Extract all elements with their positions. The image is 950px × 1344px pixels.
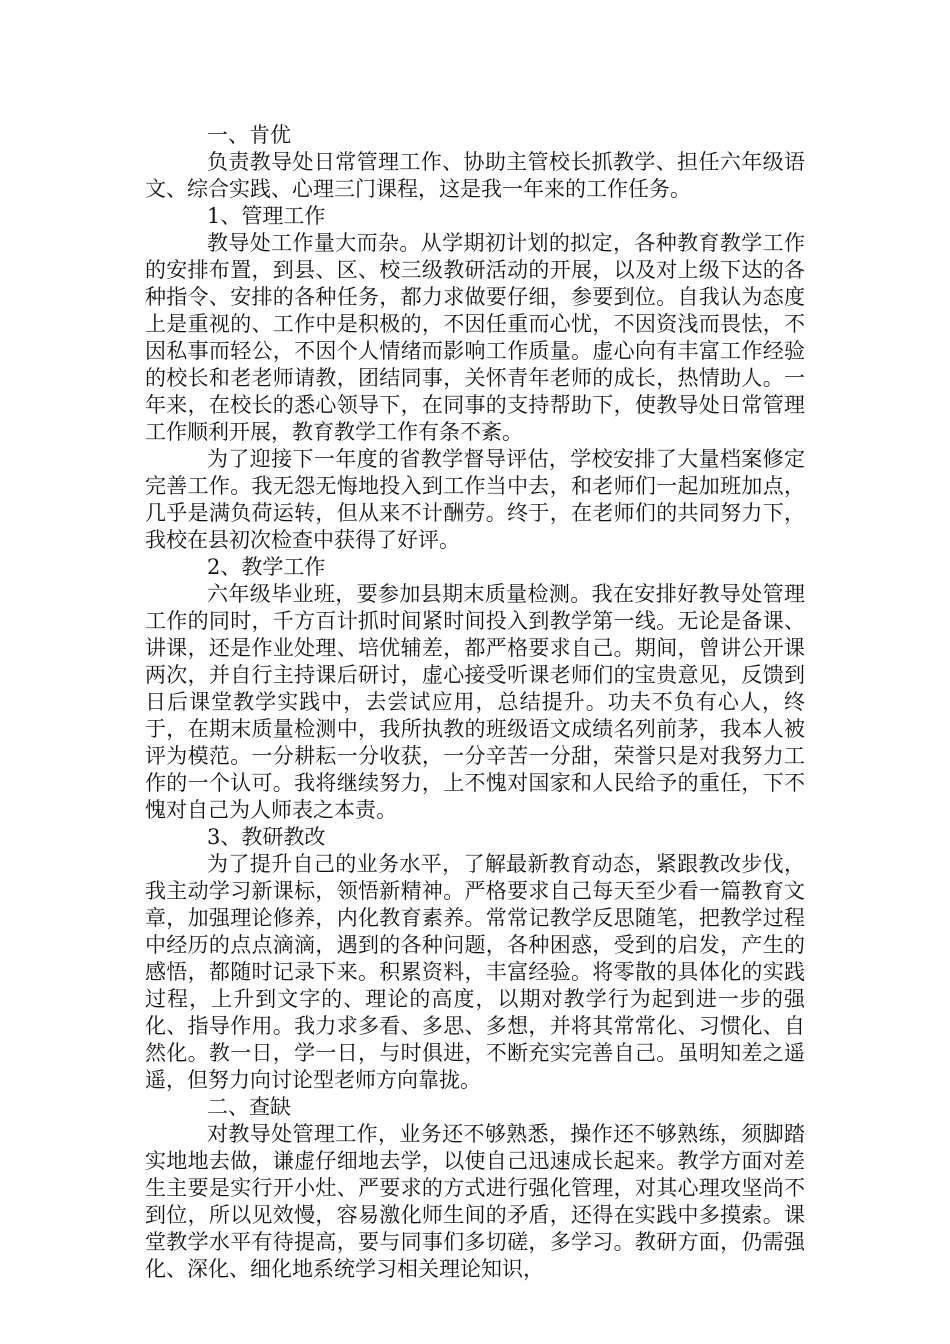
body-paragraph: 为了迎接下一年度的省教学督导评估，学校安排了大量档案修定完善工作。我无怨无悔地投入到工作当中去，和老师们一起加班加点，几乎是满负荷运转，但从来不计酬劳。终于，在老师们的共同努力下，我校在县初次检查中获得了好评。 xyxy=(145,447,805,552)
body-paragraph: 教导处工作量大而杂。从学期初计划的拟定，各种教育教学工作的安排布置，到县、区、校三级教研活动的开展，以及对上级下达的各种指令、安排的各种任务，都力求做要仔细，参要到位。自我认为态度上是重视的、工作中是积极的，不因任重而心忧，不因资浅而畏怯，不因私事而轻公，不因个人情绪而影响工作质量。虚心向有丰富工作经验的校长和老老师请教，团结同事，关怀青年老师的成长，热情助人。一年来，在校长的悉心领导下，在同事的支持帮助下，使教导处日常管理工作顺利开展，教育教学工作有条不紊。 xyxy=(145,231,805,444)
body-paragraph: 为了提升自己的业务水平，了解最新教育动态，紧跟教改步伐，我主动学习新课标，领悟新精神。严格要求自己每天至少看一篇教育文章，加强理论修养，内化教育素养。常常记教学反思随笔，把教学过程中经历的点点滴滴，遇到的各种问题，各种困惑，受到的启发，产生的感悟，都随时记录下来。积累资料，丰富经验。将零散的具体化的实践过程，上升到文字的、理论的高度，以期对教学行为起到进一步的强化、指导作用。我力求多看、多思、多想，并将其常常化、习惯化、自然化。教一日，学一日，与时俱进，不断充实完善自己。虽明知差之遥遥，但努力向讨论型老师方向靠拢。 xyxy=(145,852,805,1092)
section-heading: 一、肯优 xyxy=(207,123,291,147)
body-paragraph: 负责教导处日常管理工作、协助主管校长抓教学、担任六年级语文、综合实践、心理三门课程，这是我一年来的工作任务。 xyxy=(145,150,805,201)
subsection-heading: 3、教研教改 xyxy=(207,825,326,849)
body-paragraph: 六年级毕业班，要参加县期末质量检测。我在安排好教导处管理工作的同时，千方百计抓时间紧时间投入到教学第一线。无论是备课、讲课，还是作业处理、培优辅差，都严格要求自己。期间，曾讲公开课两次，并自行主持课后研讨，虚心接受听课老师们的宝贵意见，反馈到日后课堂教学实践中，去尝试应用，总结提升。功夫不负有心人，终于，在期末质量检测中，我所执教的班级语文成绩名列前茅，我本人被评为模范。一分耕耘一分收获，一分辛苦一分甜，荣誉只是对我努力工作的一个认可。我将继续努力，上不愧对国家和人民给予的重任，下不愧对自己为人师表之本责。 xyxy=(145,582,805,822)
subsection-heading: 2、教学工作 xyxy=(207,555,326,579)
document-body xyxy=(145,122,805,1283)
subsection-heading: 1、管理工作 xyxy=(207,204,326,228)
body-paragraph: 对教导处管理工作，业务还不够熟悉，操作还不够熟练，须脚踏实地地去做，谦虚仔细地去学，以使自己迅速成长起来。教学方面对差生主要是实行开小灶、严要求的方式进行强化管理，对其心理攻坚尚不到位，所以见效慢，容易激化师生间的矛盾，还得在实践中多摸索。课堂教学水平有待提高，要与同事们多切磋，多学习。教研方面，仍需强化、深化、细化地系统学习相关理论知识， xyxy=(145,1122,805,1281)
section-heading: 二、查缺 xyxy=(207,1095,291,1119)
